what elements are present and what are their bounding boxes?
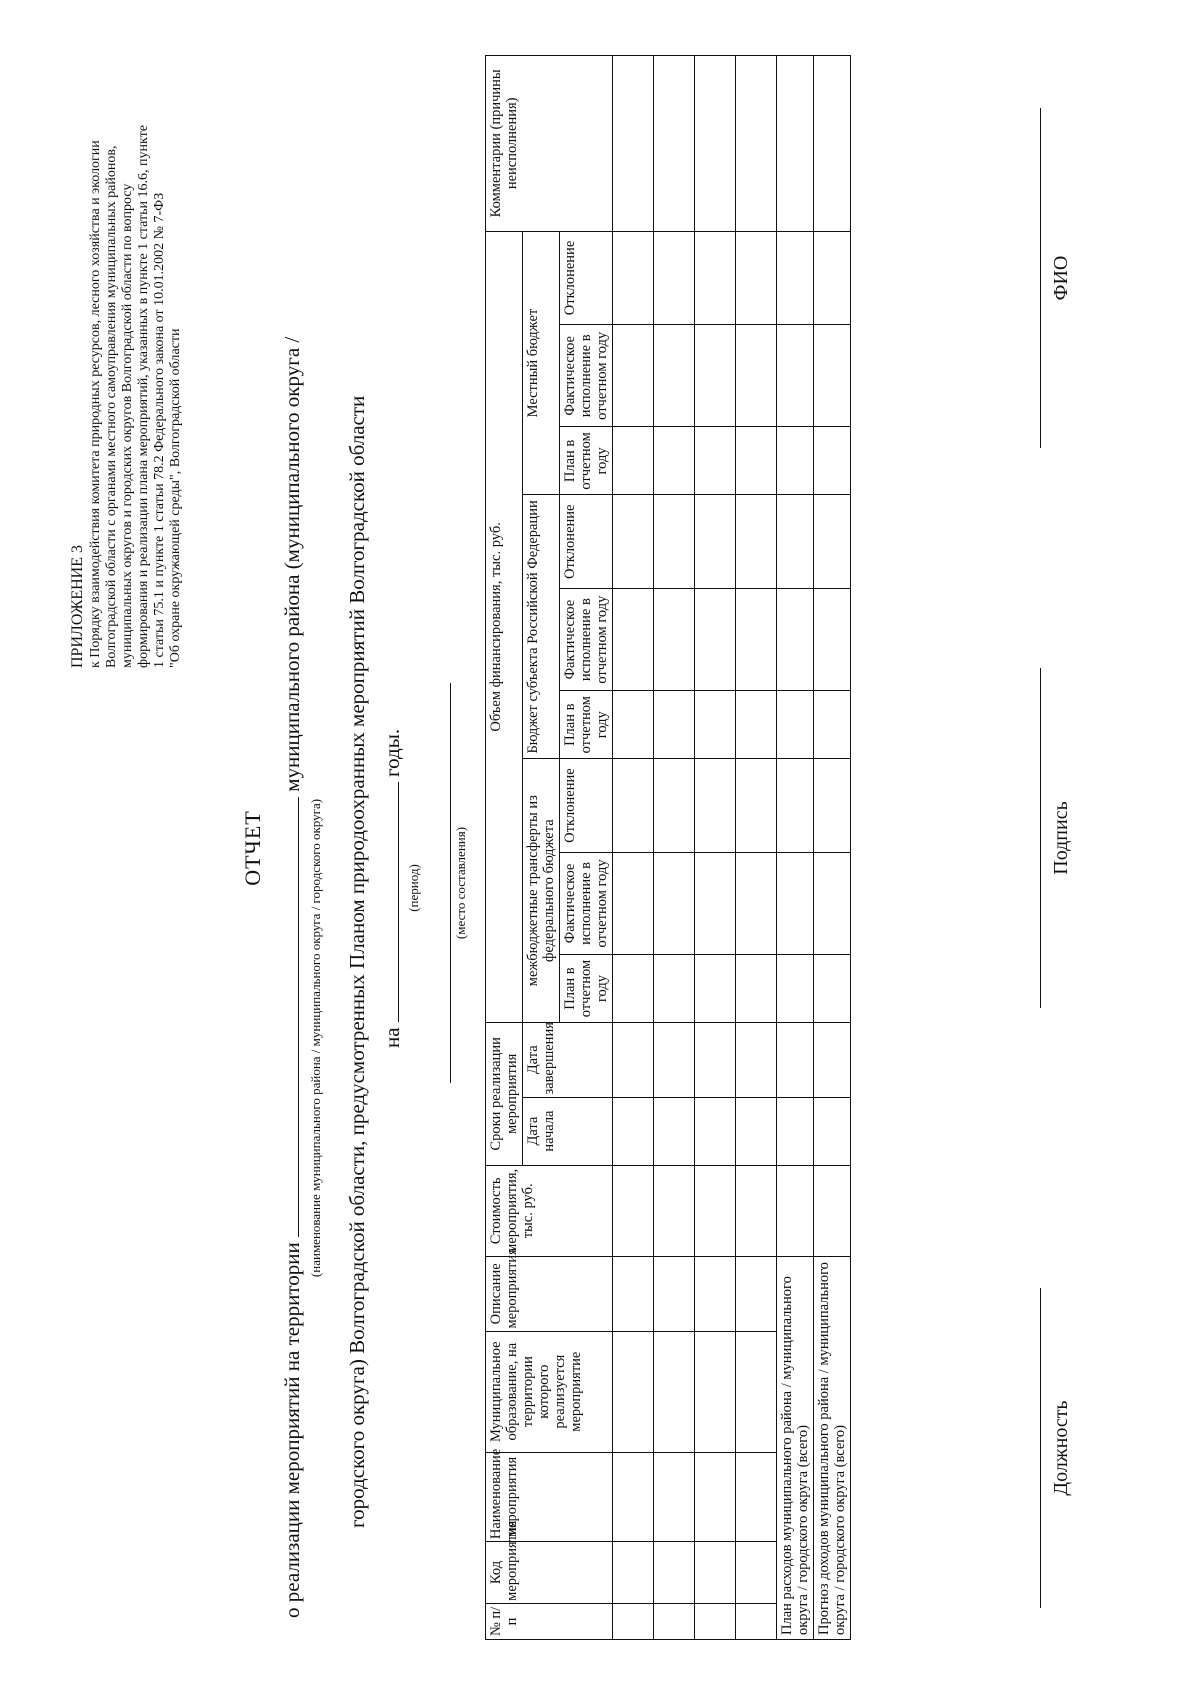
- table-cell[interactable]: [695, 1452, 736, 1541]
- table-cell[interactable]: [736, 56, 777, 232]
- table-cell[interactable]: [736, 1452, 777, 1541]
- appendix-title: ПРИЛОЖЕНИЕ 3: [69, 544, 86, 668]
- table-cell[interactable]: [613, 1331, 654, 1452]
- table-cell[interactable]: [777, 1023, 814, 1097]
- appendix-line: формирования и реализации плана мероприятий, указанных в пункте 1 статьи 16.6, пункте: [136, 125, 151, 668]
- table-cell[interactable]: [654, 1097, 695, 1165]
- report-line-territory: [280, 58, 305, 1618]
- appendix-line: Волгоградской области с органами местного самоуправления муниципальных районов,: [104, 145, 119, 668]
- col-header-local: Местный бюджет: [523, 231, 560, 495]
- report-line-region: городского округа) Волгоградской области, предусмотренных Планом природоохранных мероприятий Волгоградской области: [345, 395, 369, 1528]
- table-cell[interactable]: [654, 1331, 695, 1452]
- report-line-period: [380, 0, 405, 1048]
- table-cell[interactable]: [736, 1257, 777, 1331]
- summary-label-expenses: План расходов муниципального района / муниципального округа / городского округа (всего): [777, 1257, 814, 1640]
- table-cell[interactable]: [654, 954, 695, 1022]
- table-row: [613, 56, 654, 1640]
- col-header-deviation: Отклонение: [560, 495, 613, 589]
- table-cell[interactable]: [736, 231, 777, 325]
- table-cell[interactable]: [777, 691, 814, 759]
- table-cell[interactable]: [654, 589, 695, 691]
- table-cell[interactable]: [654, 495, 695, 589]
- appendix-line: 1 статьи 75.1 и пункте 1 статьи 78.2 Федерального закона от 10.01.2002 № 7-ФЗ: [152, 192, 167, 668]
- signature-line: [1040, 668, 1041, 1008]
- place-blank: [450, 683, 451, 1083]
- report-line1-end: муниципального района (муниципального округа /: [280, 336, 304, 792]
- table-cell[interactable]: [654, 1452, 695, 1541]
- col-header-fact: Фактическое исполнение в отчетном году: [560, 325, 613, 427]
- table-cell[interactable]: [654, 759, 695, 853]
- table-cell[interactable]: [814, 325, 851, 427]
- table-cell[interactable]: [695, 1603, 736, 1639]
- col-header-comments: Комментарии (причины неисполнения): [486, 56, 613, 232]
- table-cell[interactable]: [695, 759, 736, 853]
- table-cell[interactable]: [736, 954, 777, 1022]
- table-row: [736, 56, 777, 1640]
- table-cell[interactable]: [654, 691, 695, 759]
- col-header-plan: План в отчетном году: [560, 954, 613, 1022]
- table-cell[interactable]: [736, 427, 777, 495]
- table-cell[interactable]: [654, 1257, 695, 1331]
- table-cell[interactable]: [777, 56, 814, 232]
- table-cell[interactable]: [777, 231, 814, 325]
- table-cell[interactable]: [654, 1603, 695, 1639]
- table-cell[interactable]: [736, 589, 777, 691]
- table-row: [695, 56, 736, 1640]
- table-cell[interactable]: [777, 325, 814, 427]
- table-cell[interactable]: [777, 1165, 814, 1256]
- table-cell[interactable]: [613, 1165, 654, 1256]
- table-cell[interactable]: [814, 589, 851, 691]
- table-cell[interactable]: [736, 495, 777, 589]
- table-cell[interactable]: [613, 1097, 654, 1165]
- table-cell[interactable]: [736, 325, 777, 427]
- table-cell[interactable]: [695, 691, 736, 759]
- table-cell[interactable]: [613, 1542, 654, 1604]
- table-row: [654, 56, 695, 1640]
- appendix-line: "Об охране окружающей среды", Волгоградской области: [168, 328, 183, 668]
- col-header-terms: Сроки реализации мероприятия: [486, 1023, 523, 1166]
- name-signature-line: [1040, 108, 1041, 448]
- table-cell[interactable]: [814, 759, 851, 853]
- table-cell[interactable]: [814, 231, 851, 325]
- table-cell[interactable]: [814, 954, 851, 1022]
- table-cell[interactable]: [613, 56, 654, 232]
- col-header-start-date: Дата начала: [523, 1097, 613, 1165]
- col-header-description: Описание мероприятия: [486, 1257, 613, 1331]
- period-caption: (период): [406, 864, 421, 912]
- table-cell[interactable]: [654, 56, 695, 232]
- table-cell[interactable]: [777, 495, 814, 589]
- table-cell[interactable]: [695, 852, 736, 954]
- signature-label: Подпись: [1050, 801, 1072, 875]
- table-cell[interactable]: [613, 589, 654, 691]
- report-table: [485, 55, 851, 1640]
- table-cell[interactable]: [613, 231, 654, 325]
- table-cell[interactable]: [613, 1023, 654, 1097]
- table-cell[interactable]: [654, 427, 695, 495]
- table-body: [613, 56, 777, 1640]
- table-cell[interactable]: [736, 1097, 777, 1165]
- table-cell[interactable]: [814, 495, 851, 589]
- table-cell[interactable]: [695, 1165, 736, 1256]
- table-cell[interactable]: [777, 1097, 814, 1165]
- appendix-line: к Порядку взаимодействия комитета природных ресурсов, лесного хозяйства и экологии: [88, 140, 103, 668]
- col-header-name: Наименование мероприятия: [486, 1452, 613, 1541]
- table-cell[interactable]: [654, 231, 695, 325]
- table-cell[interactable]: [613, 759, 654, 853]
- table-cell[interactable]: [613, 325, 654, 427]
- territory-blank: [280, 797, 299, 1237]
- table-cell[interactable]: [695, 954, 736, 1022]
- table-cell[interactable]: [613, 852, 654, 954]
- table-cell[interactable]: [695, 1542, 736, 1604]
- table-cell[interactable]: [736, 1165, 777, 1256]
- table-cell[interactable]: [736, 1542, 777, 1604]
- table-cell[interactable]: [654, 1023, 695, 1097]
- col-header-regional: Бюджет субъекта Российской Федерации: [523, 495, 560, 759]
- table-cell[interactable]: [654, 325, 695, 427]
- appendix-line: муниципальных округов и городских округов Волгоградской области по вопросу: [120, 183, 135, 668]
- position-signature-line: [1040, 1288, 1041, 1608]
- table-cell[interactable]: [736, 759, 777, 853]
- col-header-fact: Фактическое исполнение в отчетном году: [560, 589, 613, 691]
- table-cell[interactable]: [695, 231, 736, 325]
- period-prefix: на: [380, 1027, 404, 1048]
- appendix-block: [70, 28, 184, 668]
- table-cell[interactable]: [736, 1331, 777, 1452]
- table-cell[interactable]: [695, 1331, 736, 1452]
- summary-label-income: Прогноз доходов муниципального района / муниципального округа / городского округа (всего): [814, 1257, 851, 1640]
- col-header-cost: Стоимость мероприятия, тыс. руб.: [486, 1165, 613, 1256]
- table-cell[interactable]: [654, 1542, 695, 1604]
- table-cell[interactable]: [777, 954, 814, 1022]
- col-header-code: Код мероприятия: [486, 1542, 613, 1604]
- table-cell[interactable]: [777, 589, 814, 691]
- table-cell[interactable]: [654, 852, 695, 954]
- table-cell[interactable]: [695, 56, 736, 232]
- report-line1-start: о реализации мероприятий на территории: [280, 1242, 304, 1618]
- table-cell[interactable]: [613, 1452, 654, 1541]
- period-suffix: годы.: [380, 728, 404, 777]
- col-header-end-date: Дата завершения: [523, 1023, 613, 1097]
- table-cell[interactable]: [613, 954, 654, 1022]
- table-cell[interactable]: [613, 691, 654, 759]
- table-cell[interactable]: [777, 427, 814, 495]
- table-cell[interactable]: [736, 1603, 777, 1639]
- table-cell[interactable]: [695, 427, 736, 495]
- table-cell[interactable]: [695, 325, 736, 427]
- table-cell[interactable]: [736, 852, 777, 954]
- rotated-document-page: [40, 28, 1160, 1668]
- col-header-num: № п/п: [486, 1603, 613, 1639]
- col-header-deviation: Отклонение: [560, 231, 613, 325]
- table-cell[interactable]: [695, 1257, 736, 1331]
- table-cell[interactable]: [814, 427, 851, 495]
- table-cell[interactable]: [695, 1023, 736, 1097]
- table-cell[interactable]: [777, 852, 814, 954]
- table-cell[interactable]: [613, 427, 654, 495]
- table-cell[interactable]: [814, 1097, 851, 1165]
- col-header-plan: План в отчетном году: [560, 427, 613, 495]
- table-cell[interactable]: [736, 691, 777, 759]
- period-blank: [380, 782, 399, 1022]
- col-header-deviation: Отклонение: [560, 759, 613, 853]
- table-cell[interactable]: [613, 495, 654, 589]
- table-cell[interactable]: [695, 589, 736, 691]
- col-header-fact: Фактическое исполнение в отчетном году: [560, 852, 613, 954]
- table-cell[interactable]: [654, 1165, 695, 1256]
- col-header-finance: Объем финансирования, тыс. руб.: [486, 231, 523, 1022]
- table-cell[interactable]: [695, 1097, 736, 1165]
- territory-caption: (наименование муниципального района / муниципального округа / городского округа): [308, 798, 323, 1278]
- table-cell[interactable]: [814, 1165, 851, 1256]
- table-cell[interactable]: [814, 852, 851, 954]
- table-cell[interactable]: [777, 759, 814, 853]
- name-label: ФИО: [1050, 255, 1072, 301]
- table-cell[interactable]: [613, 1603, 654, 1639]
- position-label: Должность: [1050, 1400, 1072, 1496]
- table-cell[interactable]: [695, 495, 736, 589]
- report-title: ОТЧЕТ: [240, 810, 265, 886]
- table-cell[interactable]: [814, 1023, 851, 1097]
- table-cell[interactable]: [736, 1023, 777, 1097]
- col-header-plan: План в отчетном году: [560, 691, 613, 759]
- place-caption: (место составления): [453, 826, 468, 940]
- table-cell[interactable]: [814, 691, 851, 759]
- col-header-municipality: Муниципальное образование, на территории которого реализуется мероприятие: [486, 1331, 613, 1452]
- table-cell[interactable]: [613, 1257, 654, 1331]
- table-cell[interactable]: [814, 56, 851, 232]
- col-header-federal: межбюджетные трансферты из федерального бюджета: [523, 759, 560, 1023]
